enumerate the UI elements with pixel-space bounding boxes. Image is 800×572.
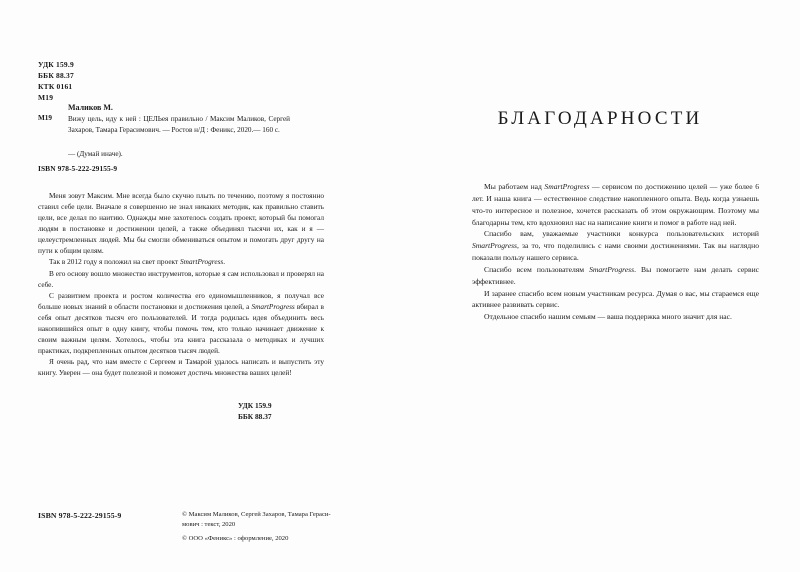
cip-shelf-code: М19 [38, 114, 52, 122]
bbk-code-bottom: ББК 88.37 [238, 412, 272, 422]
codes-bottom-block [238, 400, 272, 422]
classification-codes-block [38, 60, 74, 104]
intro-paragraph: Я очень рад, что нам вместе с Сергеем и Тамарой удалось написать и выпустить эту книгу. Уверен — она будет полезной и поможет достичь множества ваших целей! [38, 357, 324, 378]
intro-paragraph: С развитием проекта и ростом количества его единомышленников, я получал все больше новых знаний в области постановки и достижения целей, а SmartProgress вбирал в себя опыт десятков тысяч его пользователей. И тогда родилась идея объединить весь накопившийся опыт в одну книгу, чтобы помочь тем, кто только начинает движение к своим важным целям. Хотелось, чтобы эта книга рассказала о методиках и лучших практиках, подкрепленных опытом десятков тысяч людей. [38, 290, 324, 356]
copyright-line: © ООО «Феникс» : оформление, 2020 [182, 534, 289, 542]
ktk-code: КТК 0161 [38, 81, 73, 91]
cip-description: Вижу цель, иду к ней : ЦЕЛЬея правильно / Максим Маликов, Сергей Захаров, Тамара Герасимович. — Ростов н/Д : Феникс, 2020.— 160 с. [68, 115, 290, 134]
isbn-bottom: ISBN 978-5-222-29155-9 [38, 511, 122, 520]
page-title: БЛАГОДАРНОСТИ [497, 108, 703, 129]
intro-paragraph: Так в 2012 году я положил на свет проект SmartProgress. [49, 257, 226, 267]
body-paragraph: Спасибо вам, уважаемые участники конкурса пользовательских историй SmartProgress, за то, что поделились с нами своими достижениями. Так вы наглядно показали пользу нашего сервиса. [472, 229, 759, 263]
body-paragraph: Мы работаем над SmartProgress — сервисом по достижению целей — уже более 6 лет. И наша книга — естественное следствие накопленного опыта. Ведь когда узнаешь что-то интересное и полезное, хочется рассказать об этом окружающим. Поэтому мы благодарны тем, кто вдохновил нас на написание книги и помог в работе над ней. [472, 182, 759, 227]
copyright-line: мович : текст, 2020 [182, 520, 236, 528]
udk-code-bottom: УДК 159.9 [238, 401, 272, 410]
intro-paragraph: Меня зовут Максим. Мне всегда было скучно плыть по течению, поэтому я постоянно ставил себе цели. Вначале я совершенно не знал никаких методик, как правильно ставить цели, все делал по наитию. Однажды мне захотелось создать проект, который бы помогал людям в постановке и достижении целей, а также объединял тысячи их, как и я — целеустремленных людей. Мы бы смогли обмениваться опытом и помогать друг другу на пути к общим целям. [38, 191, 324, 256]
body-paragraph: Спасибо всем пользователям SmartProgress. Вы помогаете нам делать сервис эффективнее. [472, 264, 760, 286]
copyright-block [182, 510, 332, 544]
cip-series: — (Думай иначе). [68, 150, 123, 158]
body-paragraph: И заранее спасибо всем новым участникам ресурса. Думая о вас, мы стараемся еще активнее развивать сервис. [472, 288, 759, 310]
introduction-text [38, 190, 324, 378]
intro-paragraph: В его основу вошло множество инструментов, которые я сам использовал и проверял на себе. [38, 268, 324, 289]
isbn-top: ISBN 978-5-222-29155-9 [38, 164, 118, 173]
author-heading: Маликов М. [68, 103, 113, 112]
right-page [400, 0, 800, 572]
udk-code: УДК 159.9 [38, 60, 74, 69]
bbk-code: ББК 88.37 [38, 70, 74, 80]
copyright-line: © Максим Маликов, Сергей Захаров, Тамара Гераси- [182, 511, 331, 518]
acknowledgements-text [472, 181, 759, 323]
shelf-code: М19 [38, 92, 54, 102]
body-paragraph: Отдельное спасибо нашим семьям — ваша поддержка много значит для нас. [484, 312, 732, 322]
